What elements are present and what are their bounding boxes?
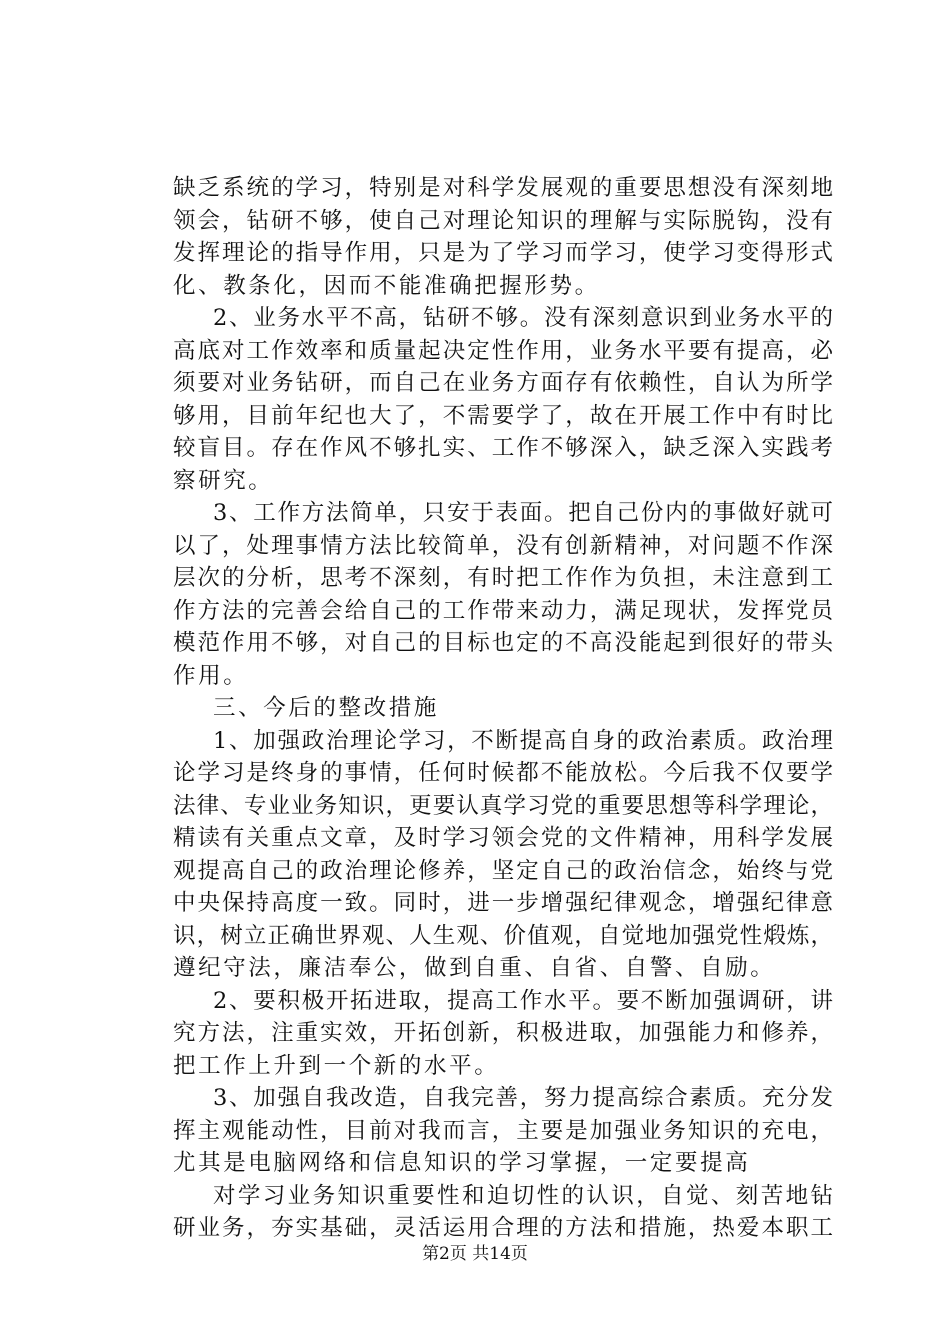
section-heading: 三、今后的整改措施 xyxy=(213,695,439,721)
text-line: 领会，钻研不够，使自己对理论知识的理解与实际脱钩，没有 xyxy=(173,207,833,234)
text-line: 究方法，注重实效，开拓创新，积极进取，加强能力和修养， xyxy=(173,1020,833,1046)
text-line: 尤其是电脑网络和信息知识的学习掌握，一定要提高 xyxy=(173,1150,751,1176)
text-line: 够用，目前年纪也大了，不需要学了，故在开展工作中有时比 xyxy=(173,402,833,429)
text-line: 缺乏系统的学习，特别是对科学发展观的重要思想没有深刻地 xyxy=(173,175,833,201)
page-number-footer: 第2页 共14页 xyxy=(422,1244,528,1264)
text-line: 层次的分析，思考不深刻，有时把工作作为负担，未注意到工 xyxy=(173,565,833,591)
text-line: 3、工作方法简单，只安于表面。把自己份内的事做好就可 xyxy=(213,500,833,526)
text-line: 高底对工作效率和质量起决定性作用，业务水平要有提高，必 xyxy=(173,337,833,364)
text-line: 遵纪守法，廉洁奉公，做到自重、自省、自警、自励。 xyxy=(173,955,776,981)
text-line: 须要对业务钻研，而自己在业务方面存有依赖性，自认为所学 xyxy=(173,370,833,396)
text-line: 中央保持高度一致。同时，进一步增强纪律观念，增强纪律意 xyxy=(173,890,833,916)
text-line: 识，树立正确世界观、人生观、价值观，自觉地加强党性煅炼， xyxy=(173,922,833,949)
text-line: 察研究。 xyxy=(173,467,274,494)
document-body xyxy=(173,172,833,1245)
text-line: 研业务，夯实基础，灵活运用合理的方法和措施，热爱本职工 xyxy=(173,1215,833,1241)
text-line: 挥主观能动性，目前对我而言，主要是加强业务知识的充电， xyxy=(173,1117,833,1144)
text-line: 精读有关重点文章，及时学习领会党的文件精神，用科学发展 xyxy=(173,825,833,851)
text-line: 2、业务水平不高，钻研不够。没有深刻意识到业务水平的 xyxy=(213,305,833,331)
text-line: 发挥理论的指导作用，只是为了学习而学习，使学习变得形式 xyxy=(173,240,833,266)
text-line: 把工作上升到一个新的水平。 xyxy=(173,1052,500,1079)
text-line: 1、加强政治理论学习，不断提高自身的政治素质。政治理 xyxy=(213,727,833,754)
text-line: 2、要积极开拓进取，提高工作水平。要不断加强调研，讲 xyxy=(213,987,833,1014)
text-line: 观提高自己的政治理论修养，坚定自己的政治信念，始终与党 xyxy=(173,857,833,884)
text-line: 较盲目。存在作风不够扎实、工作不够深入，缺乏深入实践考 xyxy=(173,435,833,461)
text-line: 作用。 xyxy=(173,662,249,689)
text-line: 法律、专业业务知识，更要认真学习党的重要思想等科学理论， xyxy=(173,792,833,819)
text-line: 化、教条化，因而不能准确把握形势。 xyxy=(173,272,600,299)
text-line: 作方法的完善会给自己的工作带来动力，满足现状，发挥党员 xyxy=(173,597,833,624)
text-line: 对学习业务知识重要性和迫切性的认识，自觉、刻苦地钻 xyxy=(213,1182,833,1209)
text-line: 模范作用不够，对自己的目标也定的不高没能起到很好的带头 xyxy=(173,630,833,656)
text-line: 论学习是终身的事情，任何时候都不能放松。今后我不仅要学 xyxy=(173,760,833,786)
text-line: 3、加强自我改造，自我完善，努力提高综合素质。充分发 xyxy=(213,1085,833,1111)
text-line: 以了，处理事情方法比较简单，没有创新精神，对问题不作深 xyxy=(173,532,833,559)
